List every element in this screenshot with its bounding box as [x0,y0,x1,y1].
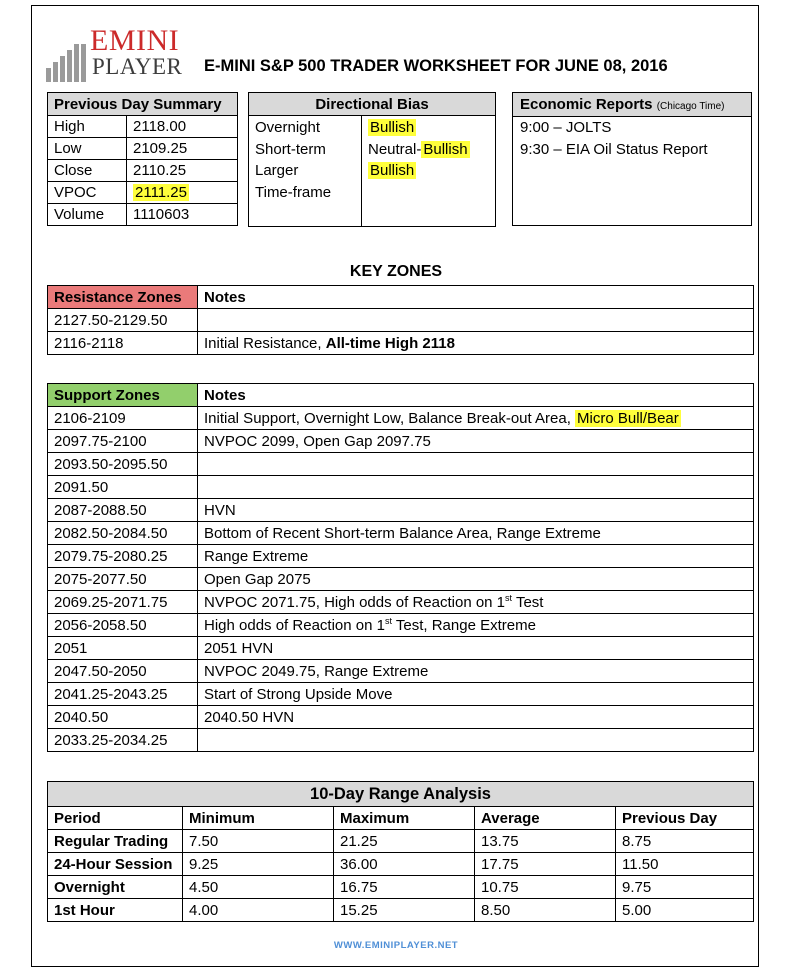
directional-bias-table [248,92,496,227]
value-cell: 5.00 [616,899,754,922]
value-cell: 9.75 [616,876,754,899]
zone-cell: 2091.50 [48,476,198,499]
note-cell [198,614,754,637]
resistance-zones-table [47,285,754,355]
note-cell [198,729,754,752]
summary-label: High [48,116,127,138]
value-cell: 8.75 [616,830,754,853]
value-cell: 11.50 [616,853,754,876]
worksheet-page [31,5,759,967]
note-highlight: Micro Bull/Bear [577,409,679,427]
table-row [48,830,754,853]
bias-value [362,160,496,227]
previous-day-summary-header: Previous Day Summary [48,93,238,116]
note-text: High odds of Reaction on 1 [204,617,385,634]
resistance-zones-header: Resistance Zones [48,286,198,309]
value-cell: 8.50 [475,899,616,922]
note-cell: 2051 HVN [198,637,754,660]
vpoc-highlight: 2111.25 [135,184,187,201]
value-cell: 21.25 [334,830,475,853]
note-text: NVPOC 2071.75, High odds of Reaction on 1 [204,594,506,611]
bias-highlight: Bullish [423,140,468,158]
zone-cell: 2079.75-2080.25 [48,545,198,568]
zone-cell: 2087-2088.50 [48,499,198,522]
bias-label [249,160,362,227]
table-row [48,522,754,545]
note-cell [198,332,754,355]
note-text: Test, Range Extreme [391,617,536,634]
summary-label: Close [48,160,127,182]
note-cell: HVN [198,499,754,522]
zone-cell: 2106-2109 [48,407,198,430]
bias-label: Overnight [249,116,362,139]
note-superscript: st [384,616,392,626]
column-header: Average [475,807,616,830]
note-bold-text: All-time High 2118 [325,334,455,352]
zone-cell: 2093.50-2095.50 [48,453,198,476]
zone-cell: 2069.25-2071.75 [48,591,198,614]
column-header: Period [48,807,183,830]
value-cell: 4.00 [183,899,334,922]
notes-header: Notes [198,286,754,309]
table-row [48,853,754,876]
footer-link[interactable]: WWW.EMINIPLAYER.NET [333,940,459,951]
bias-highlight: Bullish [370,162,415,179]
logo-bars-icon [46,44,90,82]
zone-cell: 2033.25-2034.25 [48,729,198,752]
note-text: Initial Support, Overnight Low, Balance Break-out Area, [204,409,576,427]
table-row [48,683,754,706]
bias-label-line1: Larger [255,162,299,179]
note-cell: Bottom of Recent Short-term Balance Area, Range Extreme [198,522,754,545]
logo-word-player: PLAYER [92,54,183,79]
table-row [48,332,754,355]
period-cell: Regular Trading [48,830,183,853]
bias-prefix: Neutral- [368,140,422,158]
column-header: Maximum [334,807,475,830]
zone-cell: 2047.50-2050 [48,660,198,683]
note-cell: Open Gap 2075 [198,568,754,591]
list-item: 9:30 – EIA Oil Status Report [520,141,708,158]
table-row [48,876,754,899]
zone-cell: 2127.50-2129.50 [48,309,198,332]
note-cell [198,453,754,476]
bias-label: Short-term [249,138,362,160]
value-cell: 15.25 [334,899,475,922]
zone-cell: 2041.25-2043.25 [48,683,198,706]
table-row [249,138,496,160]
note-text: Test [512,594,544,611]
zone-cell: 2082.50-2084.50 [48,522,198,545]
value-cell: 17.75 [475,853,616,876]
table-row [48,706,754,729]
page-title: E-MINI S&P 500 TRADER WORKSHEET FOR JUNE 08, 2016 [204,57,668,75]
summary-value: 2109.25 [127,138,238,160]
range-analysis-table [47,781,754,922]
period-cell: 24-Hour Session [48,853,183,876]
table-row [48,545,754,568]
table-row [249,160,496,227]
value-cell: 16.75 [334,876,475,899]
table-row [48,407,754,430]
economic-reports-note: (Chicago Time) [656,101,725,112]
economic-reports-box [512,92,752,226]
note-cell: Start of Strong Upside Move [198,683,754,706]
note-cell [198,591,754,614]
support-zones-table [47,383,754,752]
table-row [48,138,238,160]
note-superscript: st [505,593,513,603]
note-cell: 2040.50 HVN [198,706,754,729]
zone-cell: 2097.75-2100 [48,430,198,453]
table-row [48,204,238,226]
zone-cell: 2056-2058.50 [48,614,198,637]
value-cell: 13.75 [475,830,616,853]
summary-value: 1110603 [127,204,238,226]
table-row [48,660,754,683]
summary-label: VPOC [48,182,127,204]
column-header: Minimum [183,807,334,830]
notes-header: Notes [198,384,754,407]
note-cell: NVPOC 2049.75, Range Extreme [198,660,754,683]
table-row [48,116,238,138]
value-cell: 9.25 [183,853,334,876]
value-cell: 7.50 [183,830,334,853]
table-row [48,899,754,922]
column-header: Previous Day [616,807,754,830]
period-cell: 1st Hour [48,899,183,922]
note-cell: Range Extreme [198,545,754,568]
economic-reports-title: Economic Reports [520,96,653,113]
bias-highlight: Bullish [370,118,415,136]
table-row [48,499,754,522]
note-cell [198,476,754,499]
value-cell: 4.50 [183,876,334,899]
table-row [48,430,754,453]
note-text: Initial Resistance, [204,334,326,352]
table-row [48,309,754,332]
summary-value: 2118.00 [127,116,238,138]
bias-value [362,116,496,139]
table-row [48,160,238,182]
value-cell: 10.75 [475,876,616,899]
summary-value [127,182,238,204]
zone-cell: 2116-2118 [48,332,198,355]
zone-cell: 2040.50 [48,706,198,729]
economic-reports-header [513,93,751,117]
bias-label-line2: Time-frame [255,184,332,201]
table-row [48,729,754,752]
table-header-row [48,807,754,830]
list-item: 9:00 – JOLTS [520,119,612,136]
summary-label: Low [48,138,127,160]
table-row [48,453,754,476]
note-cell [198,407,754,430]
table-row [48,182,238,204]
summary-value: 2110.25 [127,160,238,182]
logo-word-emini: EMINI [90,24,180,57]
support-zones-header: Support Zones [48,384,198,407]
table-row [48,591,754,614]
summary-label: Volume [48,204,127,226]
key-zones-title: KEY ZONES [349,263,443,280]
value-cell: 36.00 [334,853,475,876]
table-row [48,637,754,660]
table-row [48,614,754,637]
previous-day-summary-table [47,92,238,226]
table-row [48,476,754,499]
emini-player-logo [46,26,186,86]
note-cell: NVPOC 2099, Open Gap 2097.75 [198,430,754,453]
range-analysis-title: 10-Day Range Analysis [48,782,754,807]
directional-bias-header: Directional Bias [249,93,496,116]
bias-value [362,138,496,160]
table-row [249,116,496,139]
zone-cell: 2051 [48,637,198,660]
zone-cell: 2075-2077.50 [48,568,198,591]
note-cell [198,309,754,332]
period-cell: Overnight [48,876,183,899]
table-row [48,568,754,591]
